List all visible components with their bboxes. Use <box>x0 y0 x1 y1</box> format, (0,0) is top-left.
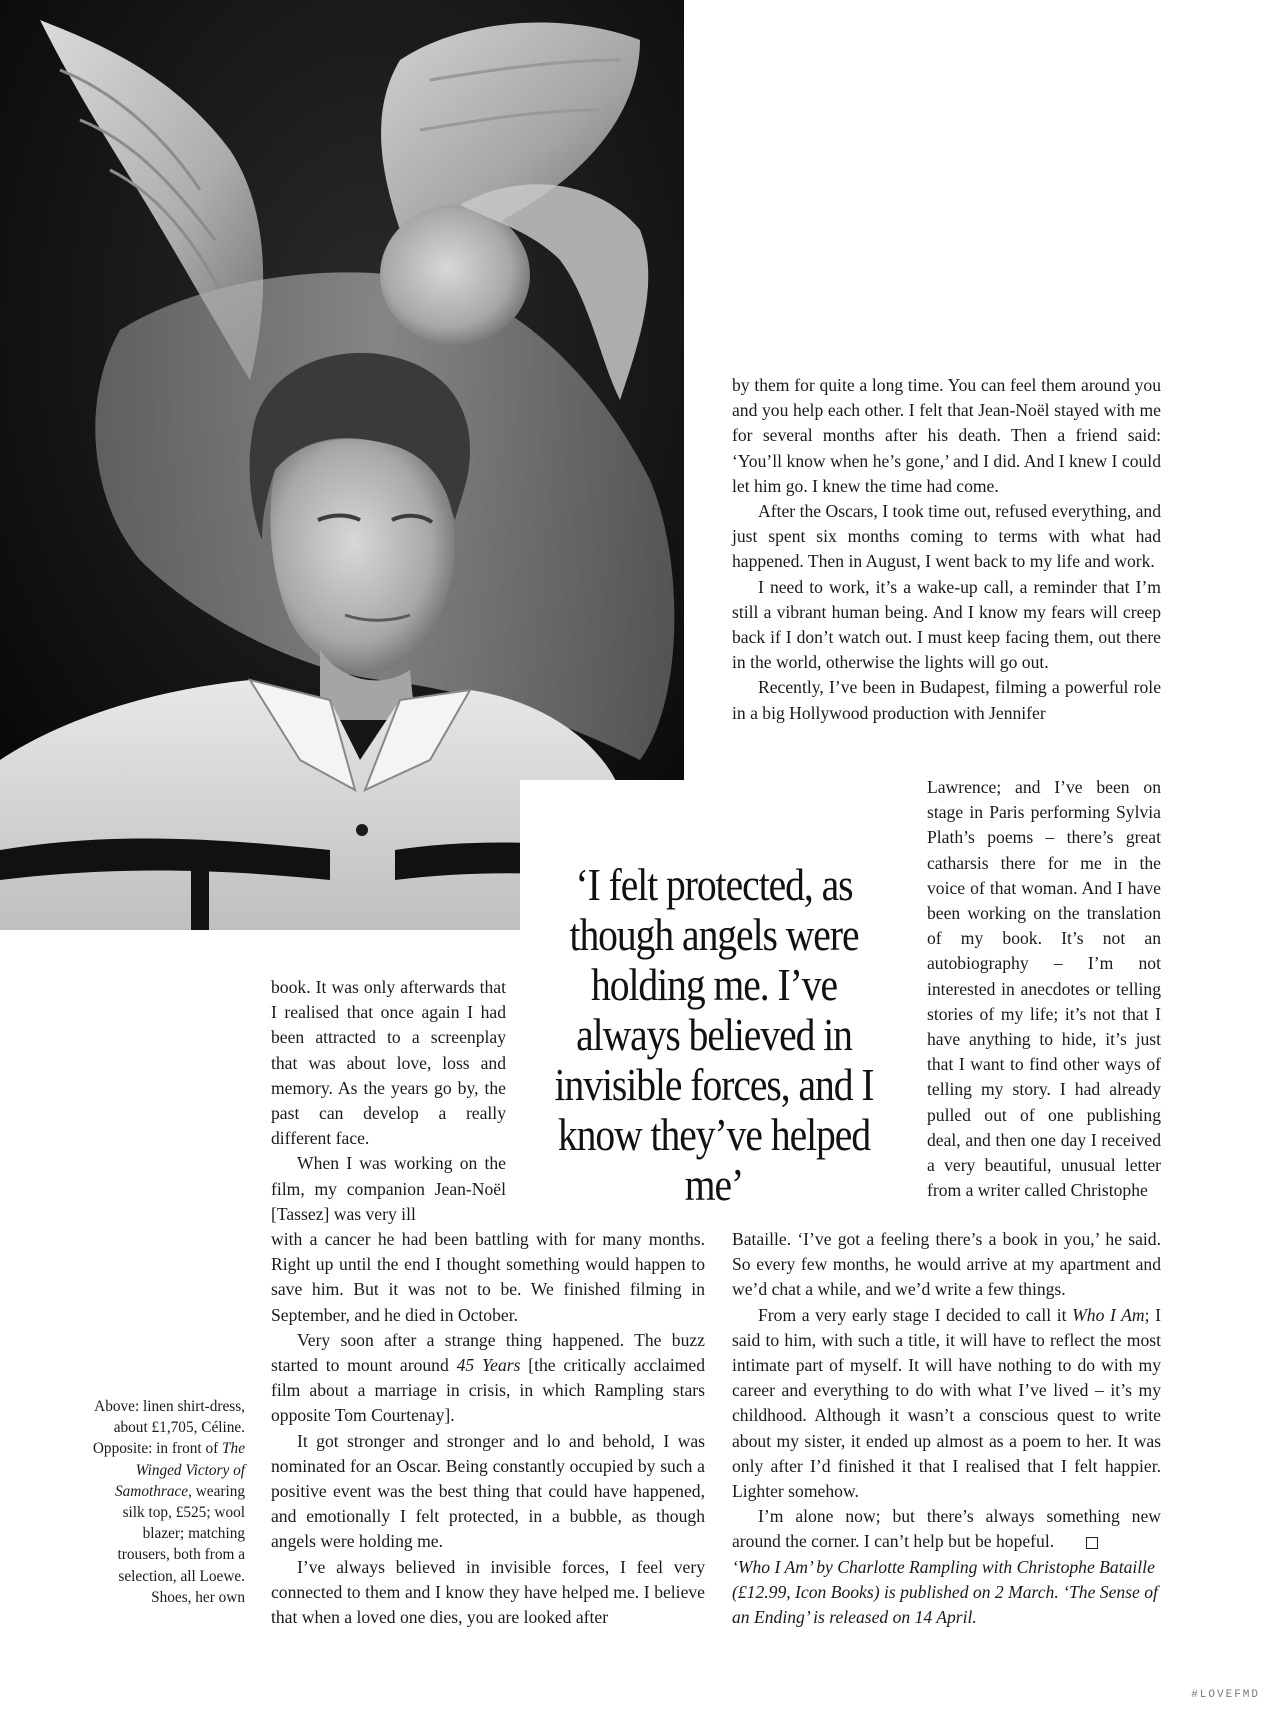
paragraph: When I was working on the film, my companion Jean-Noël [Tassez] was very ill <box>271 1153 506 1224</box>
text-run: [the critically acclaimed film about a marriage in crisis, in which Rampling stars opposite Tom Courtenay]. <box>271 1355 705 1426</box>
text-run: From a very early stage I decided to call it <box>758 1304 1073 1325</box>
text-run: Very soon after a strange thing happened. The buzz started to mount around <box>271 1329 705 1376</box>
left-column-bottom <box>271 1227 705 1630</box>
book-title: Who I Am <box>1072 1304 1145 1325</box>
paragraph: with a cancer he had been battling with for many months. Right up until the end I thought something would happen to save him. But it was not to be. We finished filming in September, and he died in October. <box>271 1229 705 1325</box>
paragraph: book. It was only afterwards that I realised that once again I had been attracted to a screenplay that was about love, loss and memory. As the years go by, the past can develop a really different face. <box>271 977 506 1149</box>
film-title: 45 Years <box>456 1355 521 1376</box>
left-narrow-column <box>271 975 506 1227</box>
watermark: #LOVEFMD <box>1191 1689 1260 1701</box>
paragraph: After the Oscars, I took time out, refused everything, and just spent six months coming to terms with what had happened. Then in August, I went back to my life and work. <box>732 501 1161 572</box>
artwork-title: The Winged Victory of Samothrace <box>115 1440 245 1500</box>
paragraph: I’ve always believed in invisible forces, I feel very connected to them and I know they have helped me. I believe that when a loved one dies, you are looked after <box>271 1556 705 1628</box>
text-run: ; I said to him, with such a title, it will have to reflect the most intimate part of myself. It will have nothing to do with my career and everything to do with what I’ve lived – it’s my childhood. Although it wasn’t a conscious quest to write about my sister, it ended up almost as a poem to her. It was only after I’d finished it that I realised that I felt happier. Lighter somehow. <box>732 1304 1161 1502</box>
paragraph <box>271 1328 705 1429</box>
paragraph: Recently, I’ve been in Budapest, filming a powerful role in a big Hollywood production with Jennifer <box>732 677 1161 723</box>
pull-quote: ‘I felt protected, as though angels were holding me. I’ve always believed in invisible forces, and I know they’ve helped me’ <box>554 859 874 1210</box>
paragraph: Lawrence; and I’ve been on stage in Paris performing Sylvia Plath’s poems – there’s great catharsis there for me in the voice of that woman. And I have been working on the translation of my book. It’s not an autobiography – I’m not interested in anecdotes or telling stories of my life; it’s not that I have anything to hide, it’s just that I want to find other ways of telling my story. I had already pulled out of one publishing deal, and then one day I received a very beautiful, unusual letter from a writer called Christophe <box>927 777 1161 1201</box>
paragraph: It got stronger and stronger and lo and behold, I was nominated for an Oscar. Being constantly occupied by such a positive event was the best thing that could have happened, and emotionally I felt protected, in a bubble, as though angels were holding me. <box>271 1430 705 1552</box>
paragraph <box>732 1303 1161 1505</box>
paragraph: by them for quite a long time. You can feel them around you and you help each other. I felt that Jean-Noël stayed with me for several months after his death. Then a friend said: ‘You’ll know when he’s gone,’ and I did. And I knew I could let him go. I knew the time had come. <box>732 375 1161 496</box>
paragraph: Bataille. ‘I’ve got a feeling there’s a book in you,’ he said. So every few months, he would arrive at my apartment and we’d chat a while, and we’d write a few things. <box>732 1229 1161 1300</box>
right-column-top <box>732 373 1161 726</box>
right-column-bottom <box>732 1227 1161 1630</box>
text-run: I’m alone now; but there’s always something new around the corner. I can’t help but be hopeful. <box>732 1506 1161 1552</box>
portrait-photo <box>0 0 684 930</box>
photo-caption <box>92 1396 245 1608</box>
caption-text: Above: linen shirt-dress, about £1,705, Céline. Opposite: in front of <box>92 1398 245 1458</box>
paragraph <box>732 1504 1161 1554</box>
right-narrow-column <box>927 775 1161 1203</box>
caption-text: , wearing silk top, £525; wool blazer; matching trousers, both from a selection, all Loewe. Shoes, her own <box>117 1482 245 1606</box>
book-credit: ‘Who I Am’ by Charlotte Rampling with Christophe Bataille (£12.99, Icon Books) is published on 2 March. ‘The Sense of an Ending’ is released on 14 April. <box>732 1556 1158 1628</box>
paragraph: I need to work, it’s a wake-up call, a reminder that I’m still a vibrant human being. And I know my fears will creep back if I don’t watch out. I must keep facing them, out there in the world, otherwise the lights will go out. <box>732 576 1161 673</box>
end-mark-icon <box>1086 1537 1098 1549</box>
